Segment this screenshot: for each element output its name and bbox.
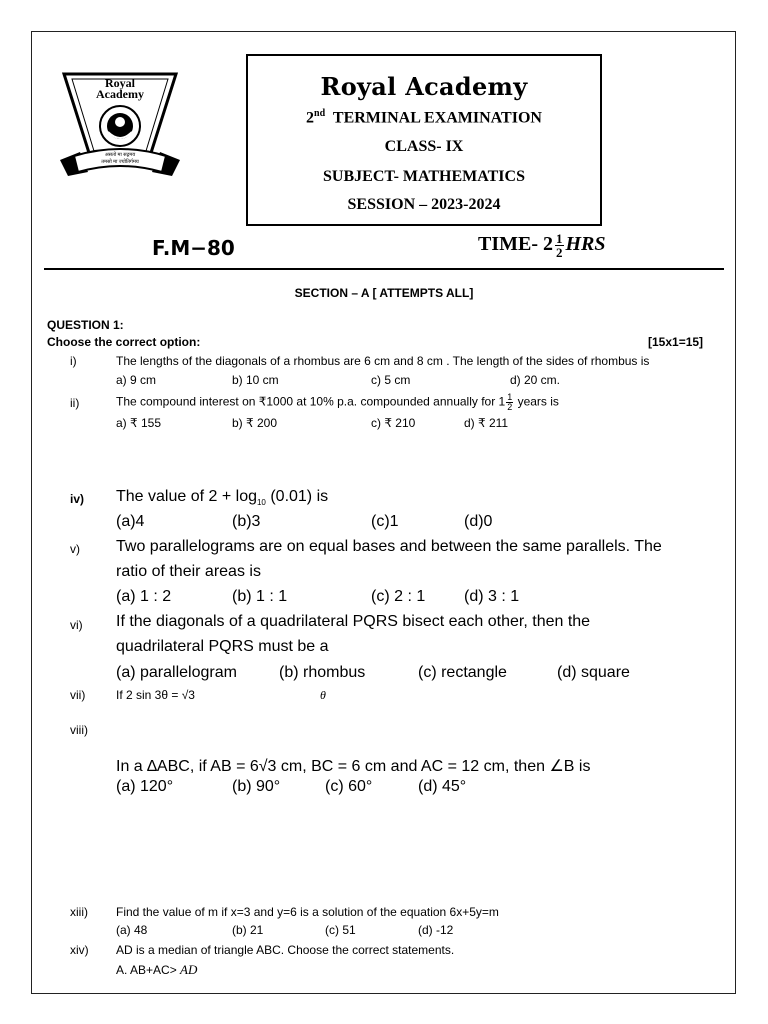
logo-motto-line1: असतो मा सद्गमय bbox=[104, 152, 136, 158]
full-marks: F.M−80 bbox=[152, 236, 235, 260]
option-a: (a) 48 bbox=[116, 923, 148, 937]
option-c: (c)1 bbox=[371, 513, 399, 530]
question-number: ii) bbox=[70, 396, 80, 410]
exam-title: TERMINAL EXAMINATION bbox=[332, 109, 542, 127]
question-text: The value of $2 + \log_{10} (0.01)$ is bbox=[116, 488, 329, 508]
academy-logo bbox=[58, 72, 182, 184]
option-d: (d) 45° bbox=[418, 778, 467, 795]
question-text: AD is a median of triangle ABC. Choose the correct statements. bbox=[116, 943, 455, 957]
question-text: In a ∆ABC, if AB = 6√3 cm, BC = 6 cm and AC = 12 cm, then ∠B is bbox=[116, 758, 591, 775]
option-a: (a) 120° bbox=[116, 778, 174, 795]
question-text: If 2 sin 3θ = √3 bbox=[116, 688, 195, 702]
option-a: (a) parallelogram bbox=[116, 664, 237, 681]
subject-label: SUBJECT- MATHEMATICS bbox=[323, 168, 525, 185]
exam-name bbox=[248, 108, 600, 127]
question-number: vi) bbox=[70, 618, 83, 632]
option-b: b) 10 cm bbox=[232, 373, 279, 387]
question-number: vii) bbox=[70, 688, 86, 702]
section-heading: SECTION – A [ ATTEMPTS ALL] bbox=[294, 286, 474, 300]
sub-option-a: A. AB+AC> AD bbox=[116, 962, 198, 977]
question-number: xiv) bbox=[70, 943, 89, 957]
fraction: $\frac{1}{2}$ bbox=[507, 392, 513, 412]
option-a: a) 9 cm bbox=[116, 373, 157, 387]
question-instruction: Choose the correct option: bbox=[47, 335, 201, 349]
option-d: d) 20 cm. bbox=[510, 373, 561, 387]
question-label: QUESTION 1: bbox=[47, 318, 124, 332]
time-fraction: $\frac{1}{2}$ bbox=[556, 231, 563, 260]
class-label: CLASS- IX bbox=[384, 138, 464, 155]
question-text-line2: ratio of their areas is bbox=[116, 563, 261, 580]
question-text: Find the value of m if x=3 and y=6 is a solution of the equation 6x+5y=m bbox=[116, 905, 499, 919]
question-text: The compound interest on ₹1000 at 10% p.a. compounded annually for 1 $\frac{1}{2}$ years is bbox=[116, 392, 559, 412]
option-c: (c) 2 : 1 bbox=[371, 588, 426, 605]
question-text-line1: If the diagonals of a quadrilateral PQRS bisect each other, then the bbox=[116, 613, 591, 630]
option-a: (a) 1 : 2 bbox=[116, 588, 172, 605]
question-number: viii) bbox=[70, 723, 88, 737]
option-c: (c) rectangle bbox=[418, 664, 507, 681]
exam-number: 2 bbox=[306, 109, 315, 127]
option-b: b) ₹ 200 bbox=[232, 416, 277, 430]
question-number: i) bbox=[70, 354, 77, 368]
option-d: (d) 3 : 1 bbox=[464, 588, 520, 605]
question-text-line1: Two parallelograms are on equal bases and between the same parallels. The bbox=[116, 538, 662, 555]
header-divider bbox=[44, 268, 724, 270]
option-b: (b) 90° bbox=[232, 778, 281, 795]
option-b: (b) rhombus bbox=[279, 664, 366, 681]
time-prefix: TIME- 2 bbox=[478, 233, 553, 256]
option-c: c) 5 cm bbox=[371, 373, 411, 387]
question-number: iv) bbox=[70, 492, 85, 506]
option-b: (b) 21 bbox=[232, 923, 264, 937]
option-d: d) ₹ 211 bbox=[464, 416, 509, 430]
academy-name: Royal Academy bbox=[320, 72, 528, 101]
exam-number-suffix: nd bbox=[314, 108, 326, 119]
option-d: (d) square bbox=[557, 664, 630, 681]
option-d: (d)0 bbox=[464, 513, 493, 530]
exam-title-box bbox=[246, 54, 602, 226]
theta-symbol: θ bbox=[320, 688, 326, 702]
question-text: The lengths of the diagonals of a rhombus are 6 cm and 8 cm . The length of the sides of rhombus is bbox=[116, 354, 650, 368]
logo-motto-line2: तमसो मा ज्योतिर्गमय bbox=[101, 159, 139, 165]
question-number: v) bbox=[70, 542, 80, 556]
option-d: (d) -12 bbox=[418, 923, 454, 937]
option-a: a) ₹ 155 bbox=[116, 416, 161, 430]
logo-text: Royal Academy bbox=[96, 76, 144, 101]
option-b: (b) 1 : 1 bbox=[232, 588, 288, 605]
question-number: xiii) bbox=[70, 905, 88, 919]
question-text-line2: quadrilateral PQRS must be a bbox=[116, 638, 329, 655]
option-c: c) ₹ 210 bbox=[371, 416, 416, 430]
option-c: (c) 60° bbox=[325, 778, 373, 795]
option-a: (a)4 bbox=[116, 513, 145, 530]
option-b: (b)3 bbox=[232, 513, 261, 530]
time-unit: HRS bbox=[565, 233, 606, 256]
time-allowed bbox=[478, 232, 606, 259]
session-label: SESSION – 2023-2024 bbox=[347, 196, 501, 213]
option-c: (c) 51 bbox=[325, 923, 356, 937]
question-marks: [15x1=15] bbox=[648, 335, 704, 349]
